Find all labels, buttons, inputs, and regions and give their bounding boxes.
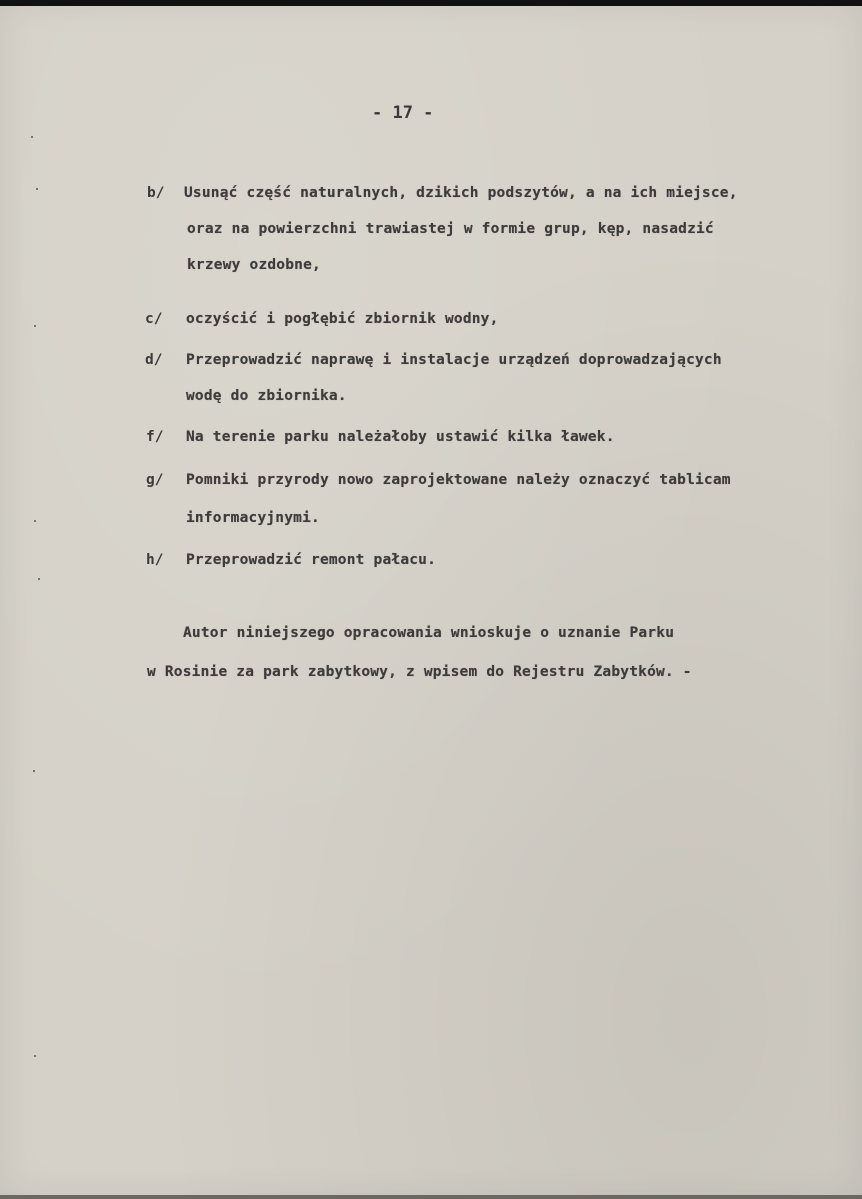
item-marker-h: h/ — [146, 552, 164, 568]
item-b-line-3: krzewy ozdobne, — [187, 257, 321, 273]
item-marker-b: b/ — [147, 185, 165, 201]
scan-speck — [36, 188, 38, 190]
item-marker-d: d/ — [145, 352, 163, 368]
scan-speck — [31, 136, 33, 138]
item-h-line-1: Przeprowadzić remont pałacu. — [186, 552, 437, 568]
item-g-line-1: Pomniki przyrody nowo zaprojektowane należy oznaczyć tablicam — [186, 472, 731, 488]
item-b-line-1: Usunąć część naturalnych, dzikich podszytów, a na ich miejsce, — [184, 185, 738, 201]
scan-speck — [38, 578, 40, 580]
item-d-line-2: wodę do zbiornika. — [186, 388, 347, 404]
item-marker-f: f/ — [146, 429, 164, 445]
scan-speck — [33, 770, 35, 772]
closing-paragraph-line-2: w Rosinie za park zabytkowy, z wpisem do Rejestru Zabytków. - — [147, 664, 692, 680]
closing-paragraph-line-1: Autor niniejszego opracowania wnioskuje o uznanie Parku — [183, 625, 675, 641]
scan-top-edge — [0, 0, 862, 6]
scan-bottom-edge — [0, 1195, 862, 1199]
item-c-line-1: oczyścić i pogłębić zbiornik wodny, — [186, 311, 499, 327]
item-b-line-2: oraz na powierzchni trawiastej w formie grup, kęp, nasadzić — [187, 221, 714, 237]
scan-speck — [34, 520, 36, 522]
item-g-line-2: informacyjnymi. — [186, 510, 320, 526]
page-number: - 17 - — [372, 103, 434, 123]
item-marker-c: c/ — [145, 311, 163, 327]
scan-speck — [34, 1055, 36, 1057]
item-d-line-1: Przeprowadzić naprawę i instalacje urządzeń doprowadzających — [186, 352, 722, 368]
scan-speck — [34, 325, 36, 327]
item-marker-g: g/ — [146, 472, 164, 488]
item-f-line-1: Na terenie parku należałoby ustawić kilka ławek. — [186, 429, 615, 445]
